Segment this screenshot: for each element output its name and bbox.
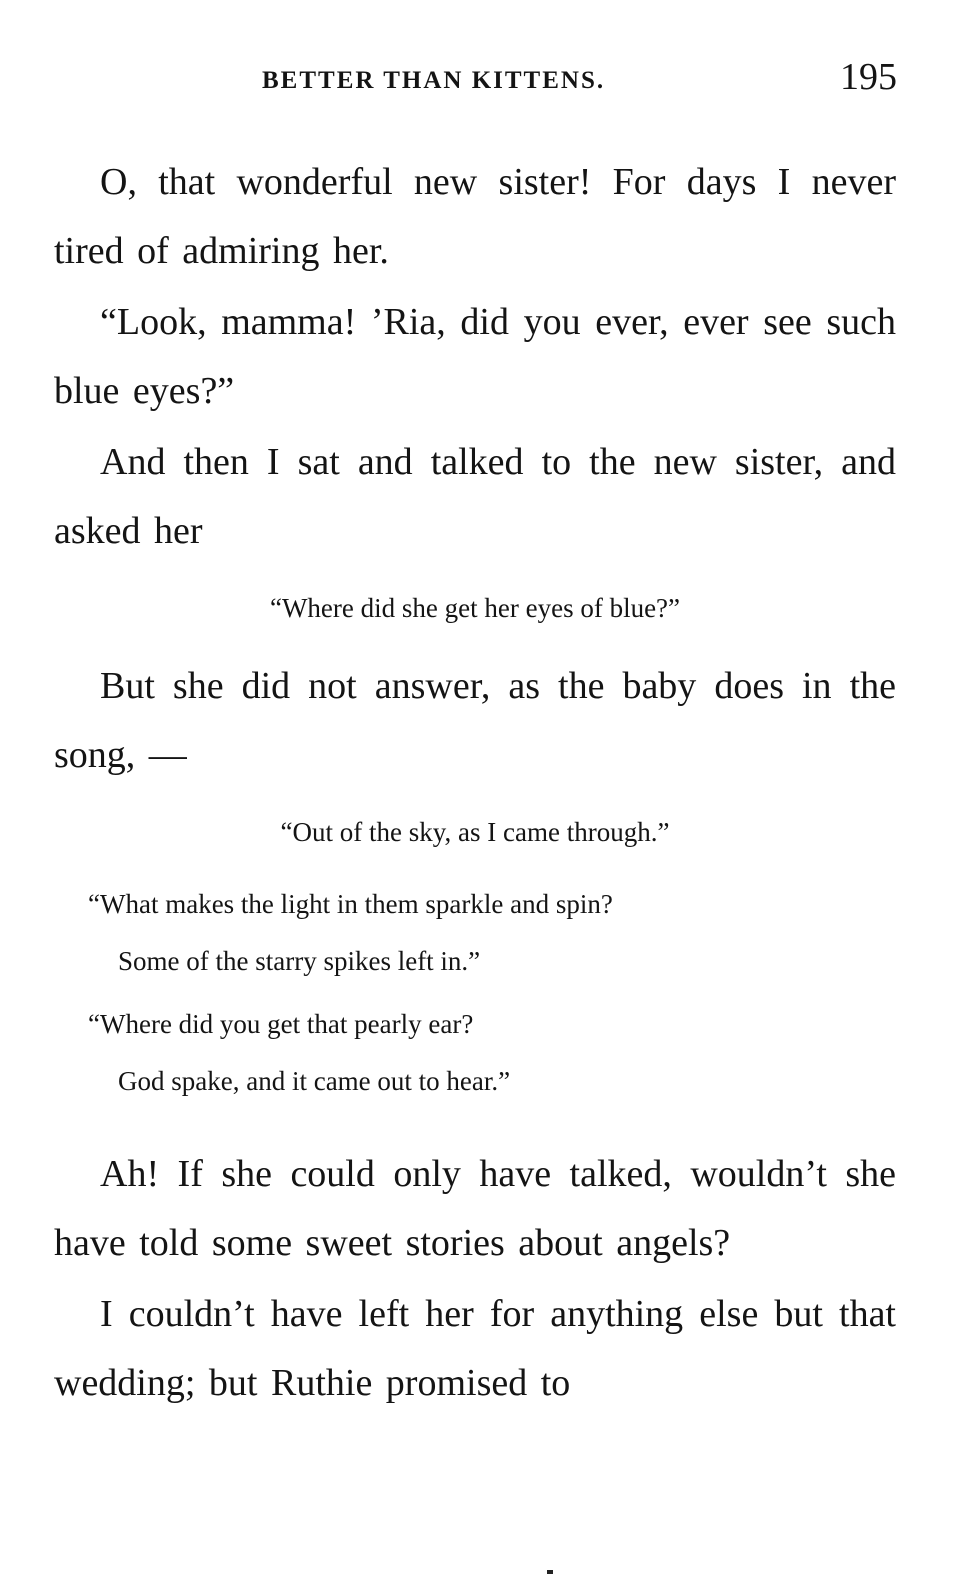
stanza-2-line-1: “Where did you get that pearly ear? <box>88 1009 474 1039</box>
verse-answer: “Out of the sky, as I came through.” <box>280 817 670 847</box>
paragraph-6: I couldn’t have left her for anything else but that wedding; but Ruthie promised to <box>54 1293 896 1404</box>
stanza-1-line-2: Some of the starry spikes left in.” <box>118 946 481 976</box>
running-title: BETTER THAN KITTENS. <box>262 67 606 94</box>
paragraph-4: But she did not answer, as the baby does in the song, — <box>54 665 896 776</box>
verse-question: “Where did she get her eyes of blue?” <box>269 593 681 623</box>
body-text <box>54 148 896 1420</box>
paragraph-3: And then I sat and talked to the new sister, and asked her <box>54 441 896 552</box>
signature-mark <box>547 1570 553 1574</box>
paragraph-1: O, that wonderful new sister! For days I never tired of admiring her. <box>54 161 896 272</box>
stanza-1 <box>88 876 896 990</box>
page-header <box>0 55 963 105</box>
stanza-2 <box>88 996 896 1110</box>
paragraph-5: Ah! If she could only have talked, wouldn’t she have told some sweet stories about angels? <box>54 1153 896 1264</box>
stanza-1-line-1: “What makes the light in them sparkle and spin? <box>88 889 613 919</box>
page-number: 195 <box>840 56 897 98</box>
paragraph-2: “Look, mamma! ’Ria, did you ever, ever see such blue eyes?” <box>54 301 896 412</box>
stanza-2-line-2: God spake, and it came out to hear.” <box>118 1066 511 1096</box>
poem-stanzas <box>54 876 896 1110</box>
